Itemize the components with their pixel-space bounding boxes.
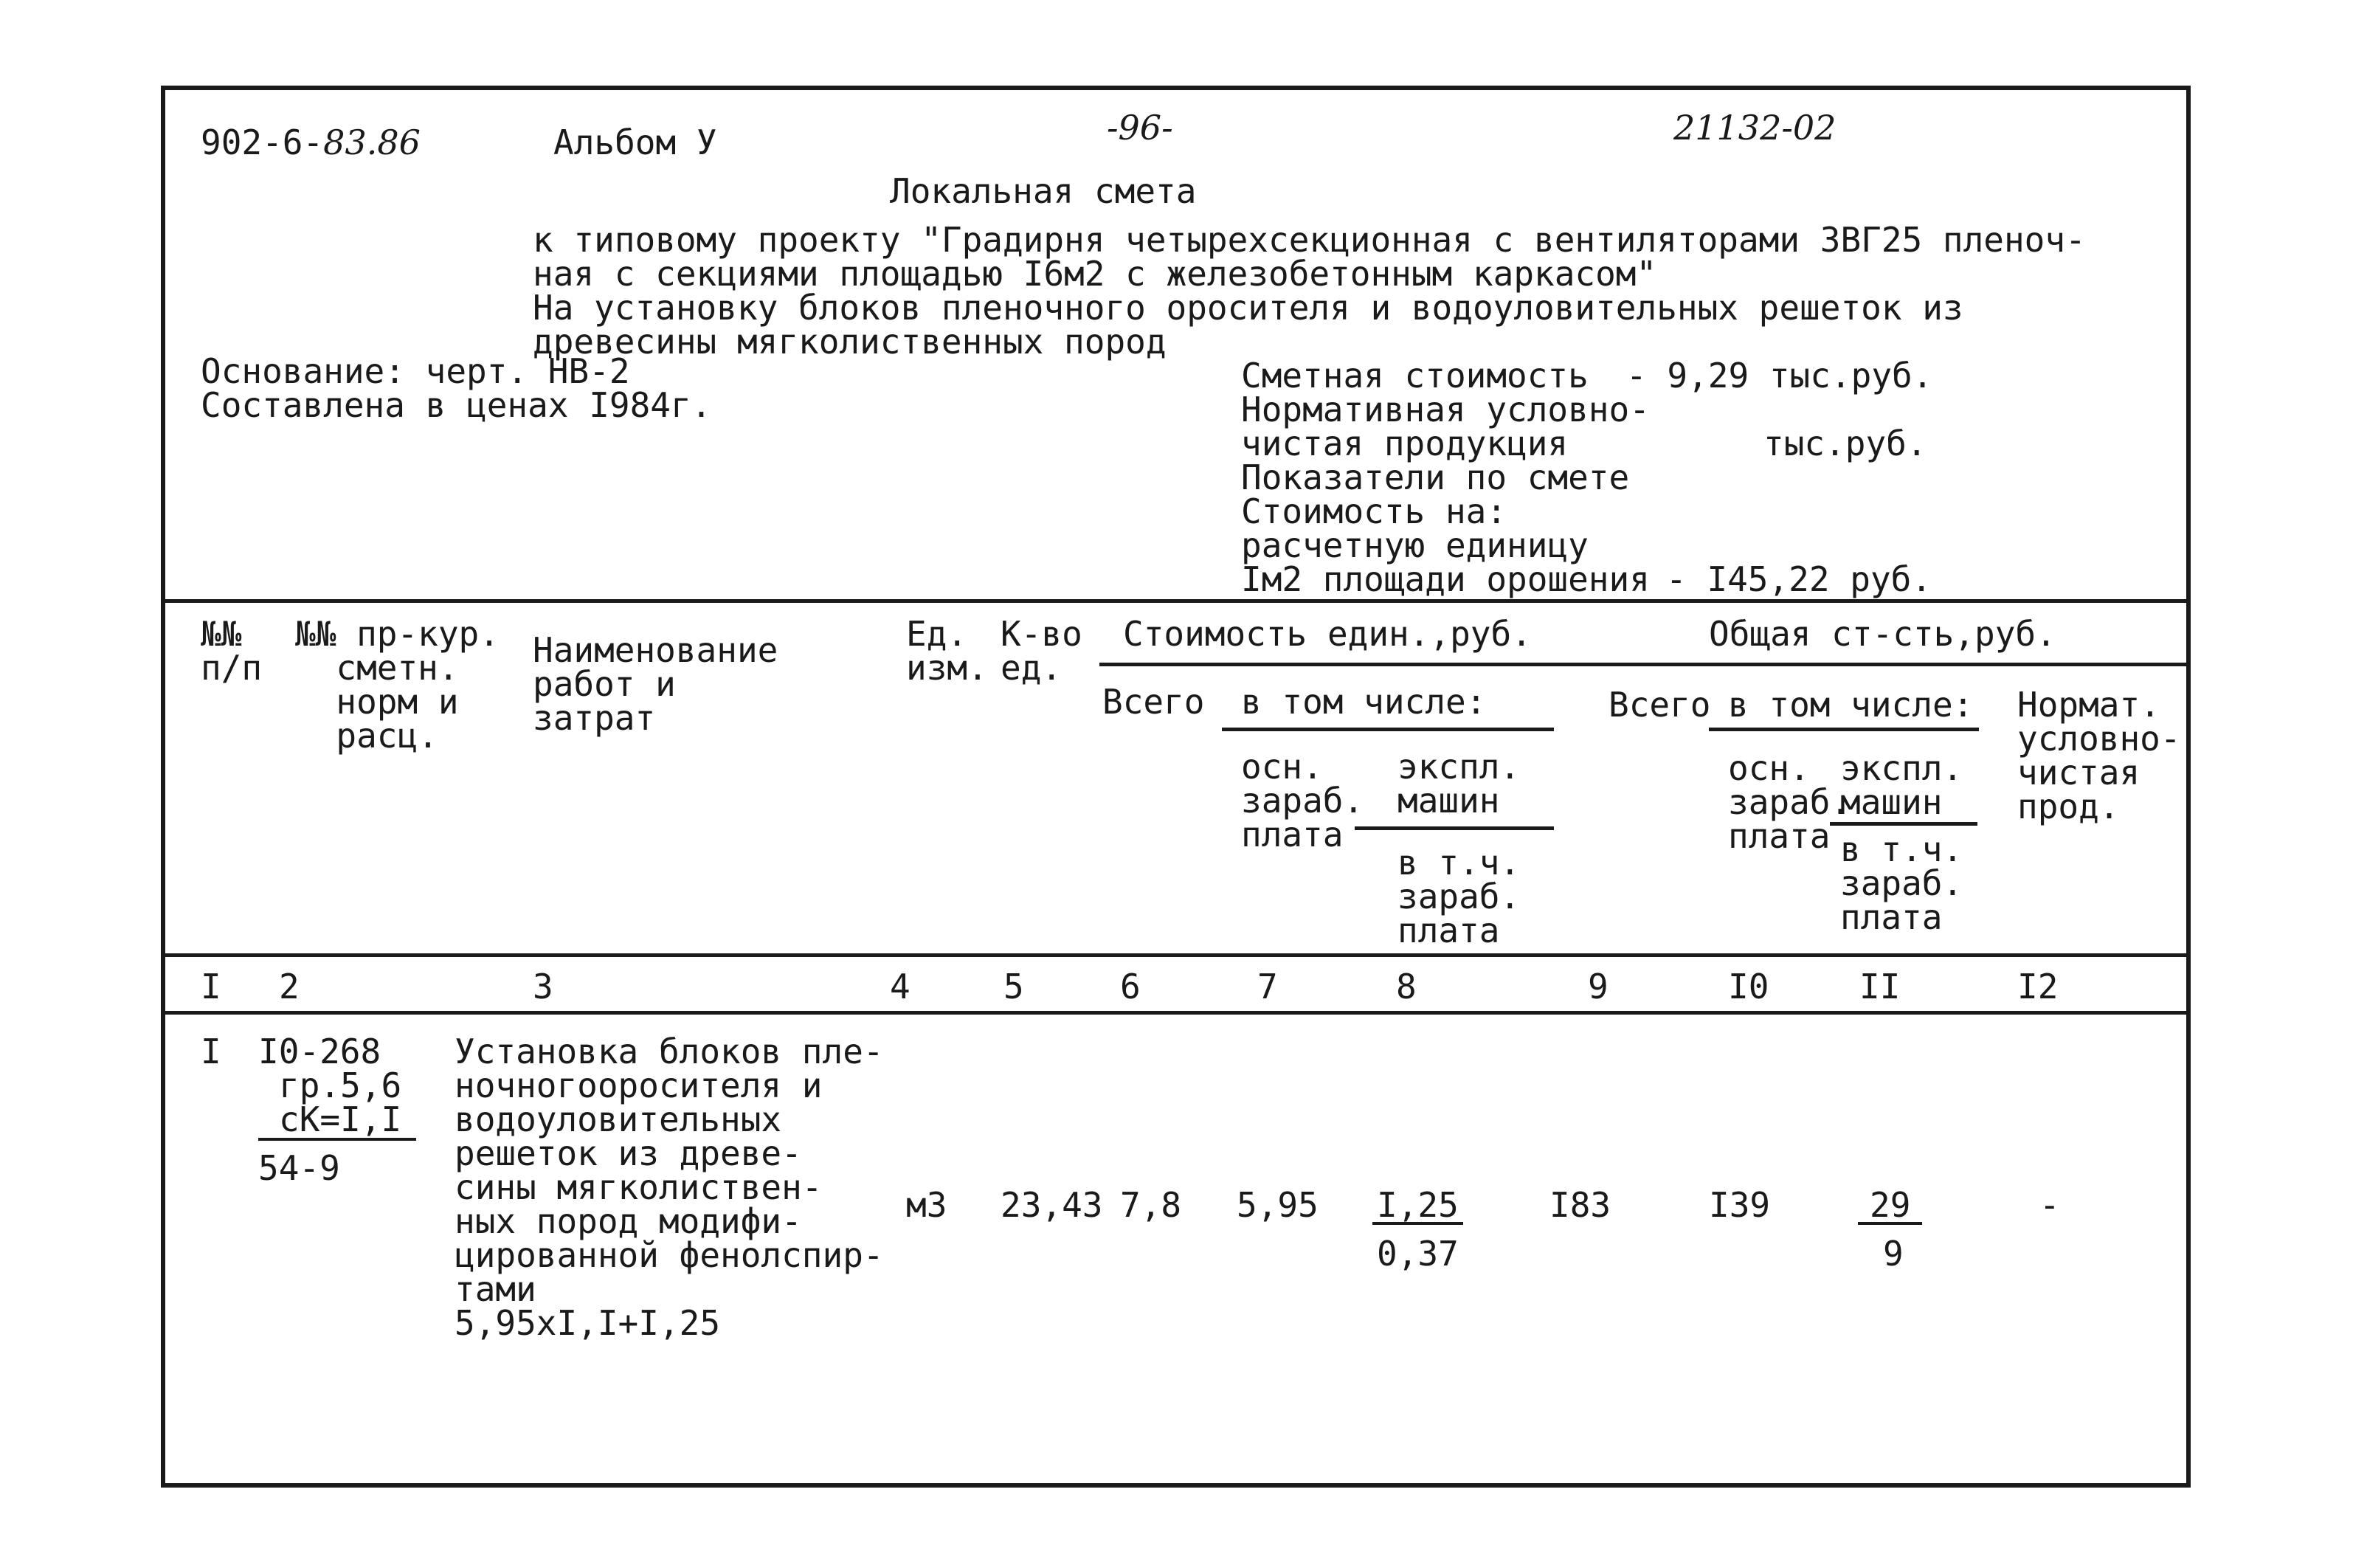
column-number-6: 6 (1120, 967, 1141, 1006)
row-unit-total: 7,8 (1120, 1185, 1182, 1225)
header-total-machine-wage: в т.ч. зараб. плата (1840, 829, 1963, 937)
unit-label: расчетную единицу (1241, 525, 1589, 565)
row-unit-machines: I,25 (1372, 1188, 1463, 1225)
column-number-2: 2 (279, 967, 300, 1006)
row-unit-wage: 5,95 (1237, 1185, 1319, 1225)
subheader-rule-2 (1709, 728, 1979, 731)
column-number-11: II (1859, 967, 1901, 1006)
row-number: I (201, 1032, 221, 1071)
basis-line-2: Составлена в ценах I984г. (201, 385, 712, 425)
header-total-cost: Общая ст-сть,руб. (1709, 614, 2056, 654)
document-number: 21132-02 (1673, 108, 1837, 148)
area-value: - I45,22 руб. (1666, 559, 1932, 599)
estimated-cost-label: Сметная стоимость (1241, 356, 1589, 396)
row-unit: м3 (906, 1185, 947, 1225)
header-total-including: в том числе: (1728, 685, 1974, 725)
row-norm-code-1: I0-268 (258, 1032, 381, 1071)
column-number-12: I2 (2017, 967, 2059, 1006)
cost-on-label: Стоимость на: (1241, 491, 1507, 531)
header-work-name: Наименование работ и затрат (533, 630, 778, 738)
header-total-wage: осн. зараб. плата (1728, 748, 1851, 856)
row-norm-code-4: 54-9 (258, 1148, 340, 1188)
column-number-1: I (201, 967, 221, 1006)
header-normative-product: Нормат. условно- чистая прод. (2017, 685, 2181, 826)
subheader-rule-1 (1222, 728, 1554, 731)
column-numbers-bottom-rule (165, 1011, 2186, 1015)
header-unit-machines: экспл. машин (1397, 747, 1521, 821)
row-normative-product: - (2039, 1185, 2060, 1225)
mach-rule-1 (1355, 826, 1554, 830)
header-row-number: №№ п/п (201, 614, 263, 688)
normative-label-1: Нормативная условно- (1241, 390, 1650, 429)
project-code-handwritten: 83.86 (323, 122, 421, 162)
column-number-10: I0 (1728, 967, 1769, 1006)
area-label: Iм2 площади орошения (1241, 559, 1650, 599)
column-numbers-top-rule (165, 953, 2186, 957)
normative-value: тыс.руб. (1763, 424, 1927, 463)
row-norm-code-3: сК=I,I (258, 1102, 416, 1141)
basis-line-1: Основание: черт. НВ-2 (201, 351, 630, 391)
header-unit: Ед. изм. (906, 614, 988, 688)
table-top-rule (165, 599, 2186, 603)
row-norm-code-2: гр.5,6 (279, 1066, 402, 1105)
row-unit-machine-wage: 0,37 (1377, 1234, 1459, 1274)
description-line-3: На установку блоков пленочного оросителя и водоуловительных решеток из (533, 288, 1963, 328)
column-number-8: 8 (1396, 967, 1417, 1006)
description-line-2: ная с секциями площадью I6м2 с железобетонным каркасом" (533, 254, 1657, 294)
row-quantity: 23,43 (1001, 1185, 1103, 1225)
page-number: -96- (1107, 108, 1173, 148)
header-quantity: К-во ед. (1001, 614, 1082, 688)
estimated-cost-value: - 9,29 тыс.руб. (1626, 356, 1933, 396)
header-unit-machine-wage: в т.ч. зараб. плата (1397, 843, 1521, 950)
header-total-machines: экспл. машин (1840, 748, 1963, 822)
page-title: Локальная смета (890, 171, 1197, 211)
header-unit-total: Всего (1102, 682, 1205, 722)
description-line-1: к типовому проекту "Градирня четырехсекционная с вентиляторами ЗВГ25 пленоч- (533, 220, 2086, 260)
album-label: Альбом У (553, 122, 717, 162)
header-unit-cost: Стоимость един.,руб. (1123, 614, 1532, 654)
header-unit-wage: осн. зараб. плата (1241, 747, 1364, 854)
description-line-4: древесины мягколиственных пород (533, 322, 1167, 362)
mach-rule-2 (1830, 822, 1977, 826)
indicators-label: Показатели по смете (1241, 457, 1630, 497)
row-total-machines: 29 (1858, 1188, 1922, 1225)
row-work-name: Установка блоков пле- ночногооросителя и водоуловительных решеток из древе- сины мягколиствен- ных пород модифи- цированной фенолспир- тами 5,95хI,I+I,25 (455, 1032, 884, 1343)
table-header-rule (1099, 663, 2186, 666)
header-unit-including: в том числе: (1241, 682, 1487, 722)
project-code: 902-6-83.86 (201, 122, 421, 162)
row-total: I83 (1549, 1185, 1611, 1225)
header-total-all: Всего (1609, 685, 1711, 725)
column-number-5: 5 (1003, 967, 1024, 1006)
column-number-9: 9 (1588, 967, 1609, 1006)
normative-label-2: чистая продукция (1241, 424, 1569, 463)
header-norm-code: №№ пр-кур. сметн. норм и расц. (295, 614, 500, 756)
column-number-3: 3 (533, 967, 553, 1006)
row-total-wage: I39 (1709, 1185, 1771, 1225)
column-number-4: 4 (890, 967, 911, 1006)
row-total-machine-wage: 9 (1883, 1234, 1904, 1274)
column-number-7: 7 (1257, 967, 1278, 1006)
